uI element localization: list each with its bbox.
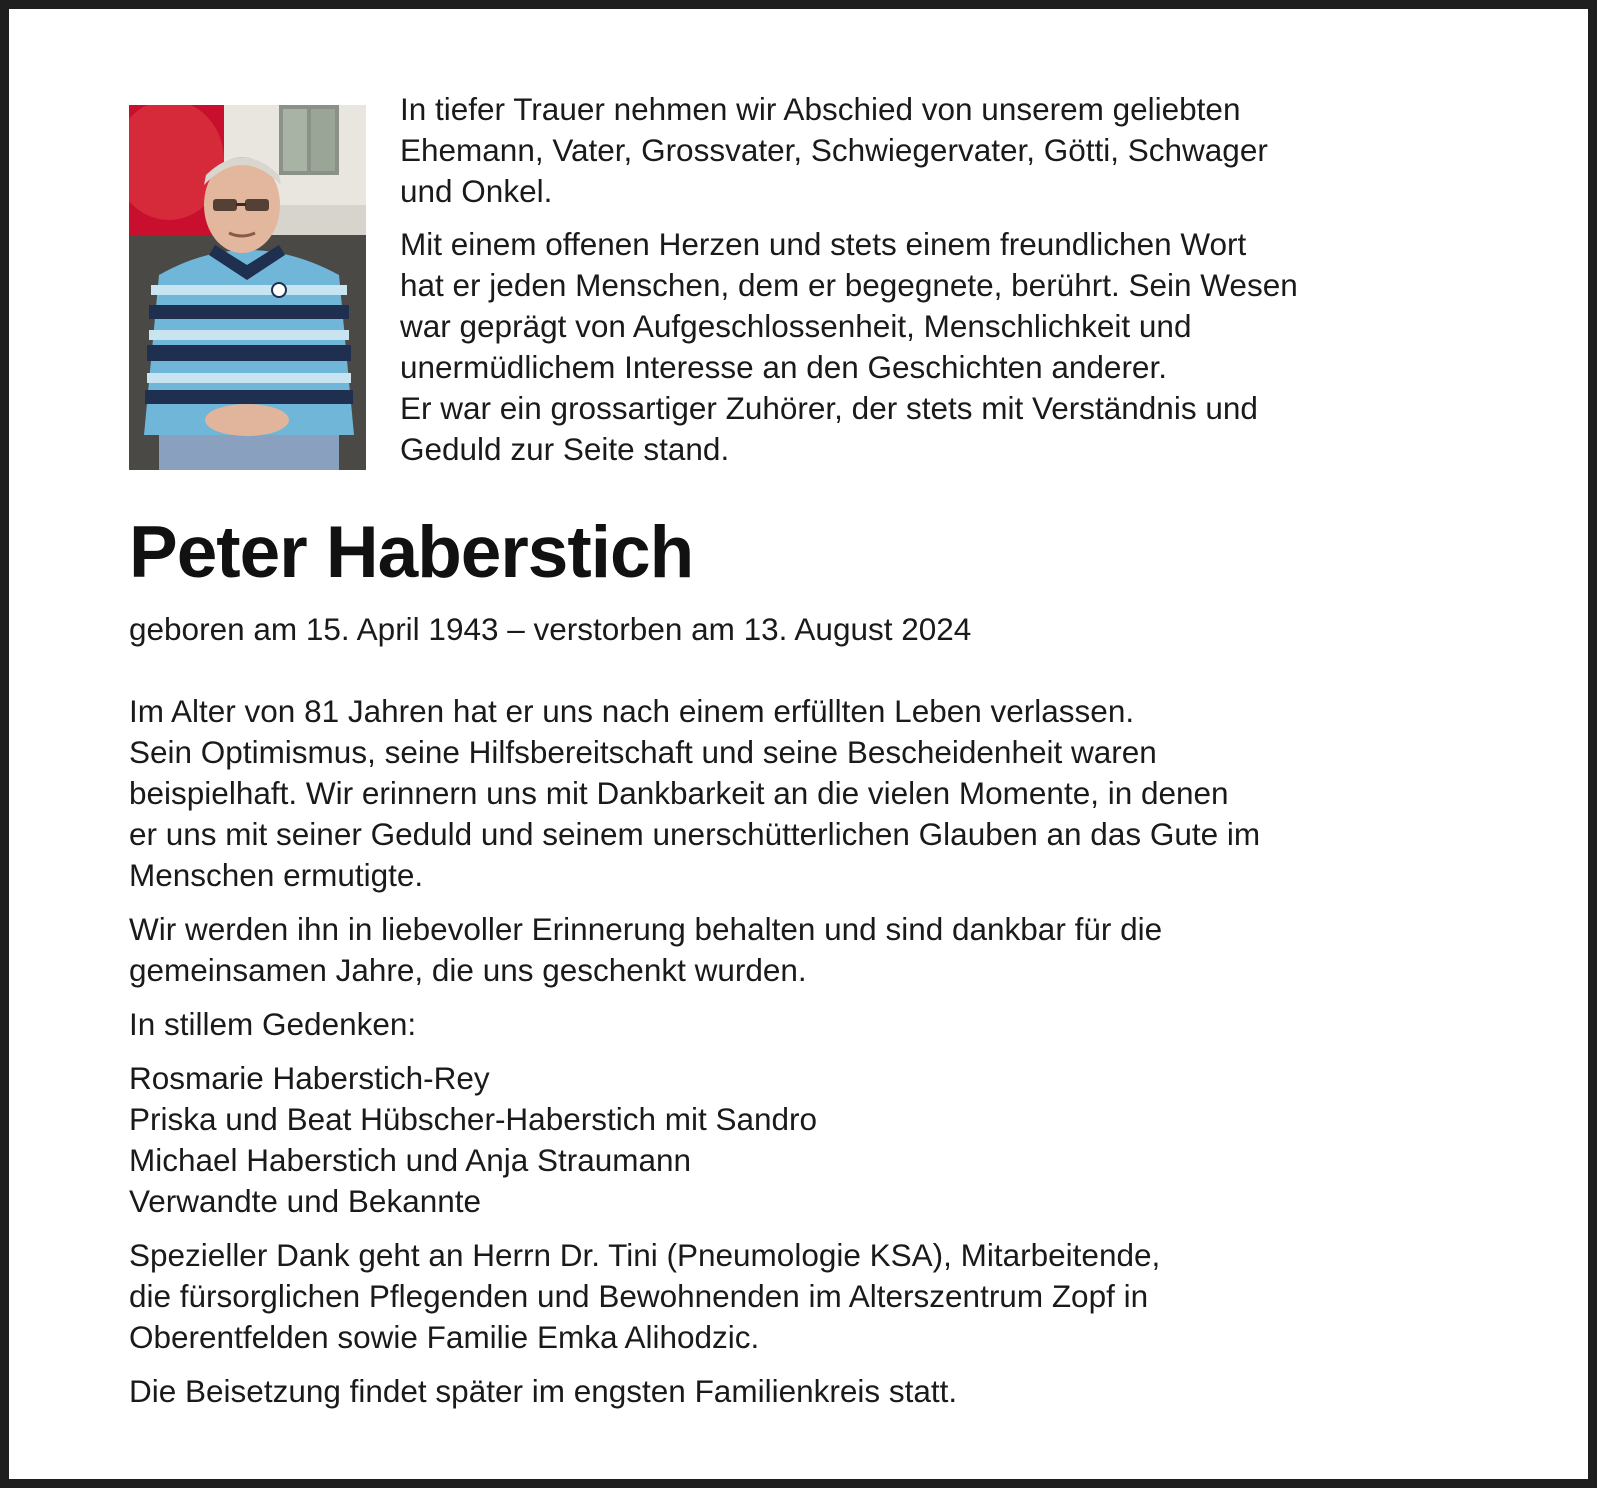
intro-line: war geprägt von Aufgeschlossenheit, Menschlichkeit und — [400, 308, 1192, 344]
intro-line: Er war ein grossartiger Zuhörer, der stets mit Verständnis und — [400, 390, 1258, 426]
intro-text — [400, 89, 1490, 470]
intro-line: Geduld zur Seite stand. — [400, 431, 730, 467]
burial-notice — [129, 1371, 1489, 1412]
body-line: Oberentfelden sowie Familie Emka Alihodzic. — [129, 1319, 760, 1355]
intro-line: unermüdlichem Interesse an den Geschichten anderer. — [400, 349, 1167, 385]
body-line: er uns mit seiner Geduld und seinem unerschütterlichen Glauben an das Gute im — [129, 816, 1261, 852]
intro-line: und Onkel. — [400, 173, 553, 209]
life-dates: geboren am 15. April 1943 – verstorben am 13. August 2024 — [129, 611, 972, 647]
intro-paragraph-1 — [400, 89, 1490, 212]
mourner-name: Michael Haberstich und Anja Straumann — [129, 1142, 692, 1178]
intro-line: hat er jeden Menschen, dem er begegnete, berührt. Sein Wesen — [400, 267, 1298, 303]
intro-line: Mit einem offenen Herzen und stets einem freundlichen Wort — [400, 226, 1247, 262]
portrait-illustration — [129, 105, 366, 470]
obituary-content — [129, 89, 1489, 1409]
mourner-name: Rosmarie Haberstich-Rey — [129, 1060, 490, 1096]
body-line: Spezieller Dank geht an Herrn Dr. Tini (Pneumologie KSA), Mitarbeitende, — [129, 1237, 1161, 1273]
body-line: die fürsorglichen Pflegenden und Bewohnenden im Alterszentrum Zopf in — [129, 1278, 1149, 1314]
intro-line: In tiefer Trauer nehmen wir Abschied von unserem geliebten — [400, 91, 1241, 127]
body-line: Die Beisetzung findet später im engsten Familienkreis statt. — [129, 1373, 958, 1409]
body-line: Wir werden ihn in liebevoller Erinnerung behalten und sind dankbar für die — [129, 911, 1163, 947]
portrait-photo — [129, 105, 366, 470]
obituary-body — [129, 691, 1489, 1412]
intro-paragraph-2 — [400, 224, 1490, 470]
body-line: beispielhaft. Wir erinnern uns mit Dankbarkeit an die vielen Momente, in denen — [129, 775, 1229, 811]
body-line: gemeinsamen Jahre, die uns geschenkt wurden. — [129, 952, 807, 988]
thanks-paragraph — [129, 1235, 1489, 1358]
body-line: Im Alter von 81 Jahren hat er uns nach einem erfüllten Leben verlassen. — [129, 693, 1135, 729]
mourner-name: Verwandte und Bekannte — [129, 1183, 482, 1219]
mourners-list — [129, 1058, 1489, 1222]
body-line: Sein Optimismus, seine Hilfsbereitschaft und seine Bescheidenheit waren — [129, 734, 1157, 770]
mourners-heading — [129, 1004, 1489, 1045]
mourner-name: Priska und Beat Hübscher-Haberstich mit Sandro — [129, 1101, 818, 1137]
deceased-name: Peter Haberstich — [129, 512, 694, 593]
top-section — [129, 89, 1489, 509]
body-line: In stillem Gedenken: — [129, 1006, 417, 1042]
intro-line: Ehemann, Vater, Grossvater, Schwiegervater, Götti, Schwager — [400, 132, 1268, 168]
body-line: Menschen ermutigte. — [129, 857, 424, 893]
body-paragraph-1 — [129, 691, 1489, 896]
body-paragraph-2 — [129, 909, 1489, 991]
